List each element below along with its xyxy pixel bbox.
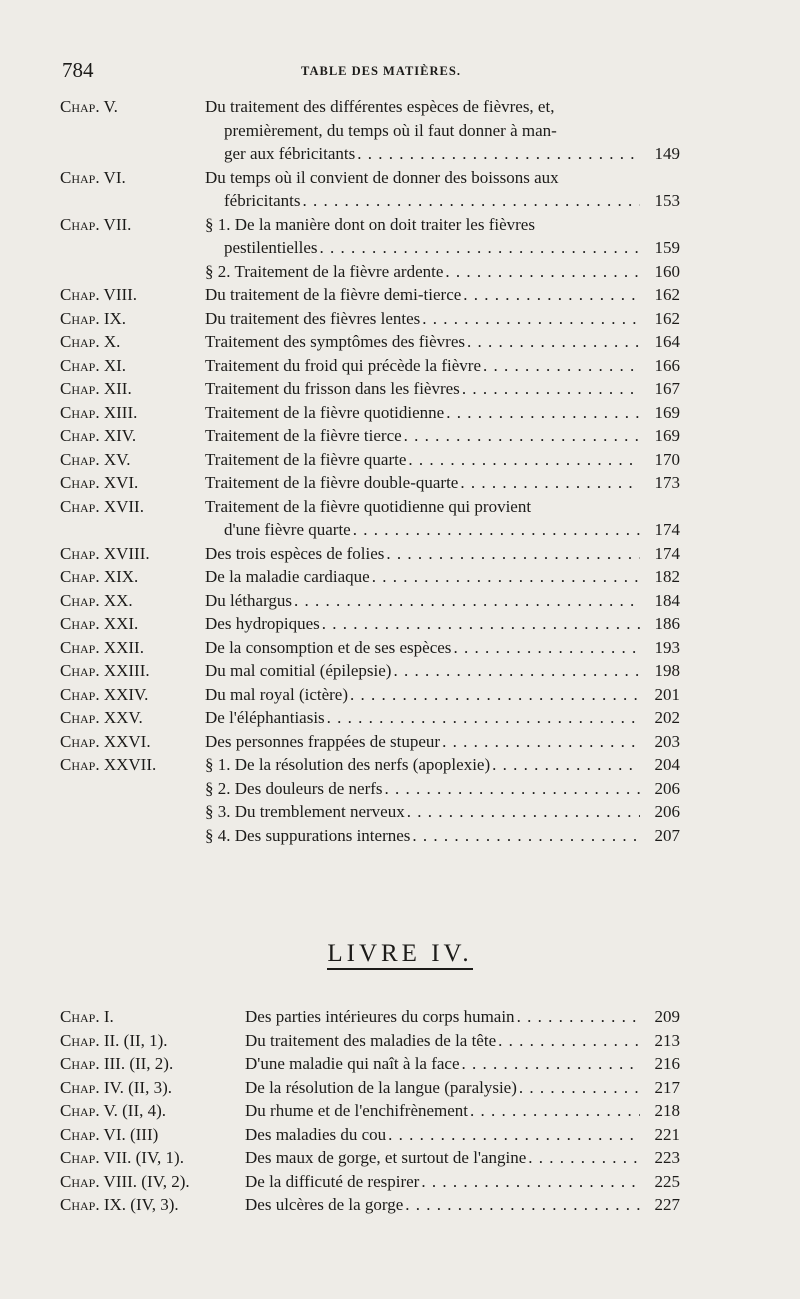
toc-entry	[60, 1005, 680, 1029]
title-text: d'une fièvre quarte	[224, 520, 351, 539]
dot-leader	[393, 659, 640, 683]
section-heading-text: LIVRE IV.	[327, 940, 472, 970]
toc-entry	[60, 1076, 680, 1100]
entry-title	[205, 283, 644, 307]
title-text: Des personnes frappées de stupeur	[205, 731, 441, 751]
title-line	[205, 283, 644, 307]
chapter-label: Chap. XIX.	[60, 567, 139, 586]
dot-leader	[319, 236, 640, 260]
title-line	[205, 330, 644, 354]
title-text: Traitement du froid qui précède la fièvre	[205, 355, 481, 375]
page-reference: 164	[654, 332, 680, 351]
chapter-label: Chap. V.	[60, 97, 118, 116]
toc-entry	[60, 706, 680, 730]
dot-leader	[388, 1123, 640, 1147]
title-text: D'une maladie qui naît à la face	[245, 1054, 460, 1073]
chapter-label: Chap. XXV.	[60, 708, 143, 727]
page-reference: 206	[654, 802, 680, 821]
dot-leader	[492, 753, 640, 777]
title-line	[205, 166, 644, 190]
title-line	[205, 354, 644, 378]
page-reference: 227	[654, 1195, 680, 1214]
chapter-label: Chap. XVIII.	[60, 543, 150, 563]
toc-entry	[60, 424, 680, 448]
dot-leader	[357, 142, 640, 166]
dot-leader	[445, 260, 640, 284]
dot-leader	[462, 377, 640, 401]
entry-title	[205, 471, 644, 495]
title-line	[205, 565, 644, 589]
title-line	[205, 95, 644, 119]
dot-leader	[385, 777, 640, 801]
page-reference: 174	[654, 543, 680, 563]
entry-title	[205, 213, 644, 260]
dot-leader	[470, 1099, 640, 1123]
title-text: § 1. De la résolution des nerfs (apoplexie)	[205, 755, 491, 774]
chapter-label: Chap. XII.	[60, 379, 132, 398]
entry-title	[205, 753, 644, 777]
toc-entry	[60, 448, 680, 472]
toc-entry	[60, 354, 680, 378]
toc-entry	[60, 1099, 680, 1123]
page-reference: 167	[654, 379, 680, 398]
toc-entry	[60, 659, 680, 683]
title-text: Des ulcères de la gorge	[245, 1195, 404, 1214]
chapter-label: Chap. VIII. (IV, 2).	[60, 1171, 190, 1191]
title-line	[205, 260, 644, 284]
chapter-label: Chap. XX.	[60, 590, 133, 610]
toc-entry	[60, 471, 680, 495]
toc-entry	[60, 1193, 680, 1217]
title-text: ger aux fébricitants	[224, 144, 356, 163]
toc-entry	[60, 1052, 680, 1076]
entry-title	[205, 542, 644, 566]
entry-title	[205, 330, 644, 354]
entry-title	[205, 800, 644, 824]
title-line	[205, 612, 644, 636]
chapter-label: Chap. V. (II, 4).	[60, 1101, 167, 1120]
title-text: § 3. Du tremblement nerveux	[205, 802, 405, 821]
table-of-contents-top	[60, 95, 680, 847]
page-reference: 221	[654, 1124, 680, 1144]
dot-leader	[453, 636, 640, 660]
title-line	[205, 659, 644, 683]
chapter-label: Chap. II. (II, 1).	[60, 1030, 168, 1050]
title-text: § 2. Traitement de la fièvre ardente	[205, 261, 444, 281]
title-line	[245, 1146, 644, 1170]
chapter-label: Chap. IX. (IV, 3).	[60, 1195, 179, 1214]
title-line	[205, 471, 644, 495]
chapter-label: Chap. VIII.	[60, 285, 138, 304]
entry-title	[205, 495, 644, 542]
entry-title	[205, 95, 644, 166]
entry-title	[205, 401, 644, 425]
dot-leader	[302, 189, 640, 213]
dot-leader	[353, 518, 640, 542]
dot-leader	[422, 307, 640, 331]
dot-leader	[327, 706, 640, 730]
dot-leader	[517, 1005, 640, 1029]
entry-title	[205, 730, 644, 754]
toc-entry	[60, 401, 680, 425]
title-text: fébricitants	[224, 191, 301, 210]
entry-title	[205, 377, 644, 401]
toc-entry	[60, 730, 680, 754]
title-text: Traitement de la fièvre tierce	[205, 426, 402, 445]
title-line	[245, 1076, 644, 1100]
chapter-label: Chap. VI.	[60, 167, 126, 187]
title-text: De l'éléphantiasis	[205, 708, 325, 727]
title-line	[205, 518, 644, 542]
dot-leader	[498, 1029, 640, 1053]
entry-title	[205, 565, 644, 589]
title-line	[205, 189, 644, 213]
page-reference: 218	[654, 1101, 680, 1120]
entry-title	[205, 706, 644, 730]
entry-title	[205, 448, 644, 472]
entry-title	[205, 612, 644, 636]
chapter-label: Chap. XIV.	[60, 426, 137, 445]
title-text: § 4. Des suppurations internes	[205, 825, 411, 845]
page-reference: 193	[654, 637, 680, 657]
title-line	[245, 1099, 644, 1123]
page-reference: 206	[654, 778, 680, 798]
page-reference: 225	[654, 1171, 680, 1191]
chapter-label: Chap. III. (II, 2).	[60, 1054, 174, 1073]
chapter-label: Chap. VI. (III)	[60, 1124, 159, 1144]
title-line	[205, 777, 644, 801]
title-text: Des trois espèces de folies	[205, 543, 385, 563]
title-text: pestilentielles	[224, 238, 318, 257]
entry-title	[205, 683, 644, 707]
title-line	[205, 119, 644, 143]
toc-entry	[60, 166, 680, 213]
title-line	[205, 236, 644, 260]
page-reference: 213	[654, 1030, 680, 1050]
chapter-label: Chap. XXII.	[60, 637, 144, 657]
title-line	[205, 213, 644, 237]
title-text: De la résolution de la langue (paralysie)	[245, 1077, 517, 1097]
title-line	[205, 377, 644, 401]
dot-leader	[519, 1076, 640, 1100]
dot-leader	[412, 824, 640, 848]
entry-title	[245, 1170, 644, 1194]
toc-entry	[60, 777, 680, 801]
toc-entry	[60, 542, 680, 566]
entry-title	[245, 1076, 644, 1100]
title-text: Du rhume et de l'enchifrènement	[245, 1101, 469, 1120]
page-reference: 170	[654, 449, 680, 469]
title-line	[205, 753, 644, 777]
toc-entry	[60, 213, 680, 260]
page-reference: 184	[654, 590, 680, 610]
page-reference: 216	[654, 1054, 680, 1073]
page-number: 784	[62, 58, 94, 82]
page-reference: 186	[654, 614, 680, 633]
toc-entry	[60, 753, 680, 777]
toc-entry	[60, 330, 680, 354]
page-reference: 159	[654, 238, 680, 257]
dot-leader	[408, 448, 640, 472]
title-line	[245, 1052, 644, 1076]
entry-title	[205, 659, 644, 683]
title-text: Du mal royal (ictère)	[205, 684, 349, 704]
toc-entry	[60, 824, 680, 848]
entry-title	[205, 824, 644, 848]
title-text: Du traitement des maladies de la tête	[245, 1030, 497, 1050]
title-text: Du mal comitial (épilepsie)	[205, 661, 392, 680]
title-line	[205, 401, 644, 425]
entry-title	[245, 1029, 644, 1053]
dot-leader	[462, 1052, 640, 1076]
toc-entry	[60, 612, 680, 636]
toc-entry	[60, 800, 680, 824]
title-text: premièrement, du temps où il faut donner à man-	[224, 120, 557, 140]
title-line	[205, 636, 644, 660]
dot-leader	[528, 1146, 640, 1170]
page-reference: 217	[654, 1077, 680, 1097]
entry-title	[245, 1005, 644, 1029]
title-line	[245, 1029, 644, 1053]
title-line	[205, 706, 644, 730]
page-reference: 149	[654, 144, 680, 163]
title-text: De la maladie cardiaque	[205, 567, 370, 586]
title-line	[205, 424, 644, 448]
title-text: Traitement de la fièvre double-quarte	[205, 473, 459, 492]
page-reference: 207	[654, 825, 680, 845]
toc-entry	[60, 95, 680, 166]
dot-leader	[405, 1193, 640, 1217]
entry-title	[205, 636, 644, 660]
dot-leader	[442, 730, 640, 754]
chapter-label: Chap. IV. (II, 3).	[60, 1077, 172, 1097]
page-reference: 201	[654, 684, 680, 704]
toc-entry	[60, 1146, 680, 1170]
title-line	[205, 683, 644, 707]
page-reference: 162	[654, 308, 680, 328]
title-text: Du traitement de la fièvre demi-tierce	[205, 285, 462, 304]
chapter-label: Chap. XVI.	[60, 473, 139, 492]
entry-title	[245, 1052, 644, 1076]
dot-leader	[322, 612, 640, 636]
entry-title	[245, 1099, 644, 1123]
title-text: Des parties intérieures du corps humain	[245, 1007, 515, 1026]
title-line	[205, 495, 644, 519]
title-line	[245, 1170, 644, 1194]
chapter-label: Chap. XVII.	[60, 496, 144, 516]
title-line	[205, 448, 644, 472]
title-text: § 2. Des douleurs de nerfs	[205, 778, 383, 798]
toc-entry	[60, 307, 680, 331]
toc-entry	[60, 683, 680, 707]
page-header	[62, 58, 700, 84]
dot-leader	[421, 1170, 640, 1194]
page-reference: 153	[654, 191, 680, 210]
title-text: Du traitement des différentes espèces de fièvres, et,	[205, 97, 555, 116]
toc-entry	[60, 283, 680, 307]
dot-leader	[372, 565, 640, 589]
title-text: Traitement des symptômes des fièvres	[205, 332, 465, 351]
entry-title	[205, 589, 644, 613]
title-text: Du temps où il convient de donner des boissons aux	[205, 167, 559, 187]
dot-leader	[460, 471, 640, 495]
entry-title	[205, 354, 644, 378]
chapter-label: Chap. XV.	[60, 449, 131, 469]
toc-entry	[60, 495, 680, 542]
page-reference: 202	[654, 708, 680, 727]
title-text: § 1. De la manière dont on doit traiter les fièvres	[205, 214, 535, 234]
chapter-label: Chap. IX.	[60, 308, 127, 328]
title-line	[205, 542, 644, 566]
table-of-contents-bottom	[60, 1005, 680, 1217]
entry-title	[205, 307, 644, 331]
title-text: Du léthargus	[205, 590, 293, 610]
title-text: De la difficuté de respirer	[245, 1171, 420, 1191]
page-reference: 166	[654, 355, 680, 375]
title-line	[205, 730, 644, 754]
page-reference: 169	[654, 402, 680, 422]
title-line	[205, 307, 644, 331]
entry-title	[205, 424, 644, 448]
dot-leader	[386, 542, 640, 566]
page-reference: 173	[654, 473, 680, 492]
dot-leader	[294, 589, 640, 613]
page-reference: 209	[654, 1007, 680, 1026]
toc-entry	[60, 377, 680, 401]
chapter-label: Chap. XXI.	[60, 614, 139, 633]
entry-title	[245, 1146, 644, 1170]
chapter-label: Chap. I.	[60, 1007, 114, 1026]
chapter-label: Chap. XI.	[60, 355, 127, 375]
section-heading	[0, 940, 800, 968]
chapter-label: Chap. VII.	[60, 214, 132, 234]
chapter-label: Chap. XXIV.	[60, 684, 149, 704]
chapter-label: Chap. XXVII.	[60, 755, 157, 774]
dot-leader	[446, 401, 640, 425]
page-reference: 162	[654, 285, 680, 304]
dot-leader	[467, 330, 640, 354]
toc-entry	[60, 1029, 680, 1053]
dot-leader	[350, 683, 640, 707]
chapter-label: Chap. VII. (IV, 1).	[60, 1148, 184, 1167]
title-line	[205, 142, 644, 166]
page-reference: 204	[654, 755, 680, 774]
page-reference: 203	[654, 731, 680, 751]
page-reference: 160	[654, 261, 680, 281]
title-text: Traitement de la fièvre quotidienne	[205, 402, 445, 422]
title-text: Des maladies du cou	[245, 1124, 387, 1144]
title-text: Des maux de gorge, et surtout de l'angine	[245, 1148, 527, 1167]
title-line	[205, 589, 644, 613]
title-line	[245, 1005, 644, 1029]
title-text: Traitement de la fièvre quotidienne qui provient	[205, 496, 532, 516]
title-line	[245, 1193, 644, 1217]
entry-title	[245, 1193, 644, 1217]
running-title: TABLE DES MATIÈRES.	[301, 64, 461, 78]
chapter-label: Chap. XXVI.	[60, 731, 151, 751]
title-line	[205, 800, 644, 824]
title-text: Des hydropiques	[205, 614, 320, 633]
page-reference: 174	[654, 520, 680, 539]
page-reference: 182	[654, 567, 680, 586]
dot-leader	[407, 800, 640, 824]
entry-title	[205, 166, 644, 213]
toc-entry	[60, 589, 680, 613]
title-text: Traitement de la fièvre quarte	[205, 449, 407, 469]
toc-entry	[60, 1170, 680, 1194]
chapter-label: Chap. XIII.	[60, 402, 138, 422]
entry-title	[205, 777, 644, 801]
page-reference: 169	[654, 426, 680, 445]
toc-entry	[60, 565, 680, 589]
title-line	[205, 824, 644, 848]
entry-title	[205, 260, 644, 284]
chapter-label: Chap. XXIII.	[60, 661, 150, 680]
chapter-label: Chap. X.	[60, 332, 121, 351]
toc-entry	[60, 636, 680, 660]
dot-leader	[483, 354, 640, 378]
dot-leader	[463, 283, 640, 307]
title-line	[245, 1123, 644, 1147]
toc-entry	[60, 1123, 680, 1147]
toc-entry	[60, 260, 680, 284]
page-reference: 223	[654, 1148, 680, 1167]
title-text: Traitement du frisson dans les fièvres	[205, 379, 460, 398]
page-reference: 198	[654, 661, 680, 680]
dot-leader	[404, 424, 640, 448]
title-text: De la consomption et de ses espèces	[205, 637, 452, 657]
title-text: Du traitement des fièvres lentes	[205, 308, 421, 328]
entry-title	[245, 1123, 644, 1147]
